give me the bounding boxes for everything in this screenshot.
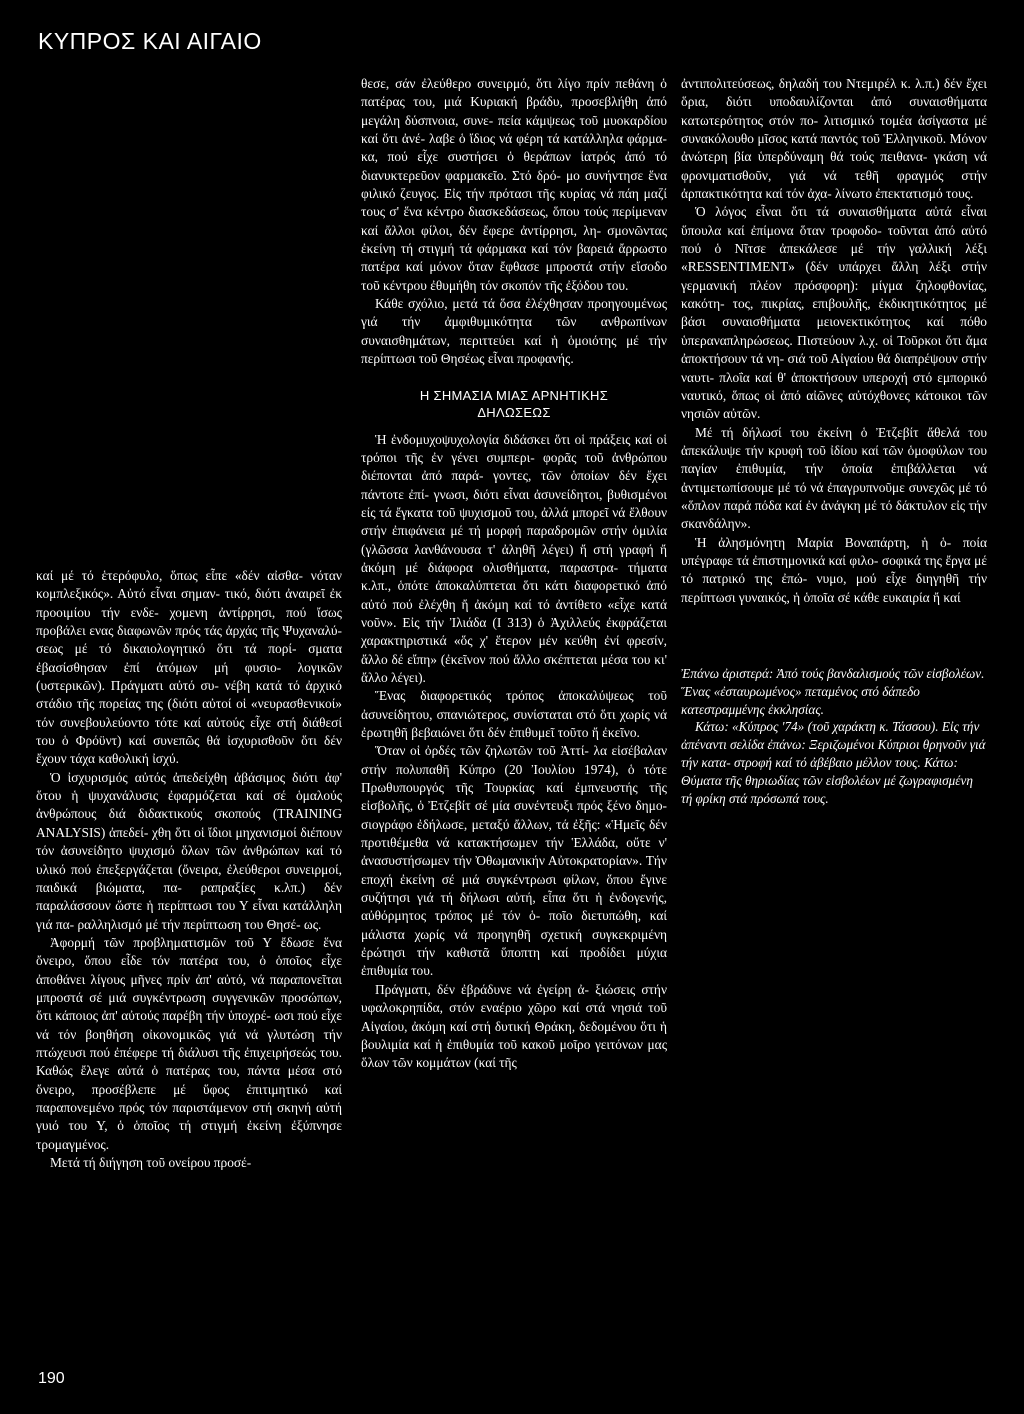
body-paragraph: Ἡ ἀλησμόνητη Μαρία Βοναπάρτη, ἡ ὁ- ποία υπέγραφε τά ἐπιστημονικά καί φιλο- σοφικά της ἔργα μέ τό πατρικό της ἐπώ- νυμο, μού εἶχε διηγηθῆ τήν περίπτωσι γυναικός, ἡ ὁποῖα σέ κάθε ευκαιρία ἤ καί	[681, 534, 987, 605]
body-paragraph: καί μέ τό ἑτερόφυλο, ὅπως εἶπε «δέν αἰσθα- νόταν κομπλεξικός». Αὐτό εἶναι σημαν- τικό, διότι ἀναιρεῖ ἐκ προοιμίου τήν ενδε- χομενη ἀντίρρησι, πού ἴσως προβάλει ενας διαφωνῶν πρός τάς ἀρχάς τῆς Ψυχαναλύ- σεως μέ τό δικαιολογητικό ὅτι τά πορί- σματα ἐβασίσθησαν ἐπί ἀτόμων μή φυσιο- λογικῶν (υστερικῶν). Πράγματι αὐτό συ- νέβη κατά τό ἀρχικό στάδιο τῆς πορείας της (διότι αὐτοί οἱ «νευρασθενικοί» τόν συνεβουλεύοντο τότε καί αὐτούς εἶχε στή διάθεσί του ὁ Φρόϋντ) καί συνεπῶς θά ἰσχυρισθοῦν ὅτι δέν ἔχουν τάχα καθολική ἰσχύ.	[36, 568, 342, 767]
text-column-middle	[361, 75, 667, 1073]
body-paragraph: Ὁ λόγος εἶναι ὅτι τά συναισθήματα αὐτά εἶναι ὕπουλα καί ἐπίμονα ὅταν τροφοδο- τοῦνται ἀπό αὐτό πού ὁ Νῖτσε ἀπεκάλεσε μέ τήν γαλλική λέξι «RESSENTIMENT» (δέν υπάρχει ἄλλη λέξι στήν γερμανική πλέον πρόσφορη): μίγμα ζηλοφθονίας, κακότη- τος, πικρίας, επιβουλῆς, ἐκδικητικότητος μέ βάσι συναισθήματα μειονεκτικότητος καί πόθο ὑπεραναπληρώσεως. Πιστεύουν λ.χ. οἱ Τοῦρκοι ὅτι ἅμα ἀποκτήσουν τά νη- σιά τοῦ Αἰγαίου θά διαπρέψουν στήν ναυτι- πλοΐα καί θ' ἀποκτήσουν υπεροχή στό εμπορικό ναυτικό, ὅπως οἱ ἀπό αἰῶνες αὐτόχθονες κάτοικοι τῶν νησιῶν αὐτῶν.	[681, 204, 987, 422]
body-paragraph: Μετά τή διήγηση τοῦ ονείρου προσέ-	[50, 1155, 252, 1170]
section-heading-line: Η ΣΗΜΑΣΙΑ ΜΙΑΣ ΑΡΝΗΤΙΚΗΣ	[419, 387, 609, 403]
page-number: 190	[38, 1370, 65, 1387]
body-paragraph: Μέ τή δήλωσί του ἐκείνη ὁ Ἐτζεβίτ ἄθελά του ἀπεκάλυψε τήν κρυφή τοῦ ἰδίου καί τῶν ὁμοφύλων του παγίαν ἐπιθυμία, τήν ὁποία ἐπιβάλλεται νά ἀντιμετωπίσουμε μέ τό νά ἐπαγρυπνοῦμε συνεχῶς μέ τό «ὅπλον παρά πόδα καί ἐν ἀνάγκη μέ τό δάκτυλον εἰς τήν σκανδάλην».	[681, 424, 987, 532]
section-heading-line: ΔΗΛΩΣΕΩΣ	[477, 404, 551, 420]
running-header: ΚΥΠΡΟΣ ΚΑΙ ΑΙΓΑΙΟ	[38, 28, 262, 54]
text-column-right	[681, 75, 987, 807]
caption-paragraph: Ἐπάνω ἀριστερά: Ἀπό τούς βανδαλισμούς τῶν εἰσβολέων. Ἕνας «ἐσταυρωμένος» πεταμένος στό δάπεδο κατεστραμμένης ἐκκλησίας.	[681, 665, 985, 717]
text-column-left	[36, 567, 342, 1172]
body-paragraph: Ὁ ἰσχυρισμός αὐτός ἀπεδείχθη ἀβάσιμος διότι ἀφ' ὅτου ἡ ψυχανάλυσις ἐφαρμόζεται καί σέ ὁμαλούς ἀνθρώπους διά διδακτικούς σκοπούς (TRAINING ANALYSIS) ἀπεδεί- χθη ὅτι οἱ ἴδιοι μηχανισμοί διέπουν τόν ἀσυνείδητο ψυχισμό ὅλων τῶν ἀνθρώπων καί τό υλικό πού ἐπεξεργάζεται (ὄνειρα, ἐλεύθεροι συνειρμοί, παιδικά βιώματα, πα- ραπραξίες κ.λπ.) δέν παραλάσσουν ὥστε ἡ περίπτωσι του Υ εἶναι κατάλληλη γιά πα- ραλληλισμό μέ τήν περίπτωση του Θησέ- ως.	[36, 769, 342, 932]
body-paragraph: Ὅταν οἱ ὀρδές τῶν ζηλωτῶν τοῦ Ἀττί- λα εἰσέβαλαν στήν πολυπαθῆ Κύπρο (20 Ἰουλίου 1974), ὁ τότε Πρωθυπουργός τῆς Τουρκίας καί ἐμπνευστής τῆς εἰσβολῆς, ὁ Ἐτζεβίτ σέ μία συνέντευξι πρός ξένο δημο- σιογράφο ἐδήλωσε, μεταξύ ἄλλων, τά ἐξῆς: «Ἡμεῖς δέν προτιθέμεθα νά κατακτήσωμεν τήν Ἑλλάδα, οὔτε ν' ἀνασυστήσωμεν τήν Ὀθωμανικήν Αὐτοκρατορίαν». Τήν εποχή ἐκείνη σέ μιά συγκέντρωσι φίλων, ὅπου ἔγινε συζήτησι γιά τή δήλωσι αὐτή, εἶπα ὅτι ἡ ἐνδογενής, αὐθόρμητος τρόπος μέ τόν ὁ- ποῖο διετυπώθη, καί μάλιστα χωρίς νά προηγηθῆ σχετική συγκεκριμένη ἐρώτησι τήν καθιστᾶ ὕποπτη καί προδίδει μύχια ἐπιθυμία του.	[361, 743, 667, 979]
photo-caption	[681, 665, 987, 807]
body-paragraph: Κάθε σχόλιο, μετά τά ὅσα ἐλέχθησαν προηγουμένως γιά τήν ἀμφιθυμικότητα τῶν ανθρωπίνων συναισθημάτων, περιττεύει καί ἡ ὁμοιότης μέ τήν περίπτωσι τοῦ Θησέως εἶναι προφανής.	[361, 296, 667, 367]
body-paragraph: θεσε, σάν ἐλεύθερο συνειρμό, ὅτι λίγο πρίν πεθάνη ὁ πατέρας του, μιά Κυριακή βράδυ, προσεβλήθη ἀπό μεγάλη δύσπνοια, συνε- πεία κάμψεως τοῦ μυοκαρδίου καί ὅτι ἀνέ- λαβε ὁ ἴδιος νά φέρη τά κατάλληλα φάρμα- κα, πού εἶχε συστήσει ὁ θεράπων ἰατρός ἀπό τό διανυκτερεῦον φαρμακεῖο. Στό δρό- μο συνήντησε ἕνα φιλικό ζευγος. Εἰς τήν πρότασι τῆς κυρίας νά πάη μαζί τους σ' ἕνα κέντρο διασκεδάσεως, ὅπου τούς περίμεναν καί ἄλλοι φίλοι, δέν ἔφερε ἀντίρρησι, λη- σμονῶντας ἐκείνη τή στιγμή τά φάρμακα καί τόν βαρειά ἄρρωστο πατέρα καί μόνον ὅταν ἔφθασε μπροστά στήν εἴσοδο τοῦ κέντρου ἐθυμήθη τόν σκοπόν τῆς ἐξόδου του.	[361, 76, 667, 293]
body-paragraph: Ἕνας διαφορετικός τρόπος ἀποκαλύψεως τοῦ ἀσυνείδητου, σπανιώτερος, συνίσταται στό ὅτι χωρίς νά ἐρωτηθῆ βεβαιώνει ὅτι δέν ἐπιθυμεῖ τοῦτο ἤ ἐκεῖνο.	[361, 688, 667, 740]
body-paragraph: ἀντιπολιτεύσεως, δηλαδή του Ντεμιρέλ κ. λ.π.) δέν ἔχει ὅρια, διότι υποδαυλίζονται ἀπό συναισθήματα κατωτερότητος στόν πο- λιτισμικό τομέα ἀσίγαστα μέ συνακόλουθο μῖσος κατά παντός τοῦ Ἑλληνικοῦ. Μόνον ἀνώτερη βία ὑπερδύναμη θά τούς πειθανα- γκάση νά φρονιματισθοῦν, γιά νά τεθῆ φραγμός στήν ἀρπακτικότητα καί τόν ἀχα- λίνωτο ἐπεκτατισμό τους.	[681, 76, 987, 202]
section-heading	[361, 387, 667, 421]
body-paragraph: Ἡ ἐνδομυχοψυχολογία διδάσκει ὅτι οἱ πράξεις καί οἱ τρόποι τῆς ἐν γένει συμπερι- φορᾶς τοῦ ἀνθρώπου διέπονται ἀπό παρά- γοντες, τῶν ὁποίων δέν ἔχει πάντοτε ἐπί- γνωσι, διότι εἶναι ἀσυνείδητοι, βυθισμένοι είς τά ἔγκατα τοῦ ψυχισμοῦ του, ἀλλά μπορεῖ νά ἔλθουν στήν ἐπιφάνεια μέ τή μορφή παραδρομῶν στήν ὁμιλία (γλῶσσα λανθάνουσα τ' ἀληθῆ λέγει) ἤ στή γραφή ἤ ἀκόμη μέ διάφορα ολισθήματα, παραστρα- τήματα κ.λπ., ὁπότε ἀποκαλύπτεται ὅτι κάτι διαφορετικό ἀπό αὐτό πού ἐλέχθη ἤ ἀκόμη καί τό ἀντίθετο «εἶχε κατά νοῦν». Εἰς τήν Ἰλιάδα (Ι 313) ὁ Ἀχιλλεύς ἐκφράζεται χαρακτηριστικά «ὅς χ' ἕτερον μέν κεύθη ἐνί φρεσίν, ἄλλο δέ εἴπη» (ἐκεῖνον πού ἄλλο σκέπτεται μέσα του κι' ἄλλο λέγει).	[361, 431, 667, 685]
body-paragraph: Ἀφορμή τῶν προβληματισμῶν τοῦ Υ ἔδωσε ἕνα ὄνειρο, ὅπου εἶδε τόν πατέρα του, ὁ ὁποῖος εἶχε ἀποθάνει λίγους μῆνες πρίν ἀπ' αὐτό, νά παραπονεῖται μπροστά σέ μιά συγκέντρωση συγγενικῶν προσώπων, ὅτι κάποιος ἀπ' αὐτούς παρέβη τήν ὑποχρέ- ωσι πού εἶχε νά τόν βοηθήση οἰκονομικῶς γιά νά γλυτώση τήν πτώχευσι πού ἐπέφερε τή διάλυσι τῆς ἐπιχειρήσεώς του. Καθώς ἔλεγε αὐτά ὁ πατέρας του, πάντα μέσα στό ὄνειρο, προσέβλεπε μέ ὕφος ἐπιτιμητικό καί παραπονεμένο πρός τόν παριστάμενον στή σκηνή αὐτή γυιό του Υ, ὁ ὁποῖος τή στιγμή ἐκείνη ἐξύπνησε τρομαγμένος.	[36, 934, 342, 1152]
body-paragraph: Πράγματι, δέν ἐβράδυνε νά ἐγείρη ἀ- ξιώσεις στήν υφαλοκρηπίδα, στόν εναέριο χῶρο καί στά νησιά τοῦ Αἰγαίου, ἀκόμη καί στή δυτική Θράκη, δεδομένου ὅτι ἡ βουλιμία καί ἡ ἐπιθυμία τοῦ κακοῦ μοῖρο γειτόνων μας ὅλων τῶν κομμάτων (καί τῆς	[361, 981, 667, 1071]
caption-paragraph: Κάτω: «Κύπρος '74» (τοῦ χαράκτη κ. Τάσσου). Εἰς τήν ἀπέναντι σελίδα ἐπάνω: Ξεριζωμένοι Κύπριοι θρηνοῦν γιά τήν κατα- στροφή καί τό ἀβέβαιο μέλλον τους. Κάτω: Θύματα τῆς θηριωδίας τῶν εἰσβολέων μέ ζωγραφισμένη τή φρίκη στά πρόσωπά τους.	[681, 719, 986, 806]
